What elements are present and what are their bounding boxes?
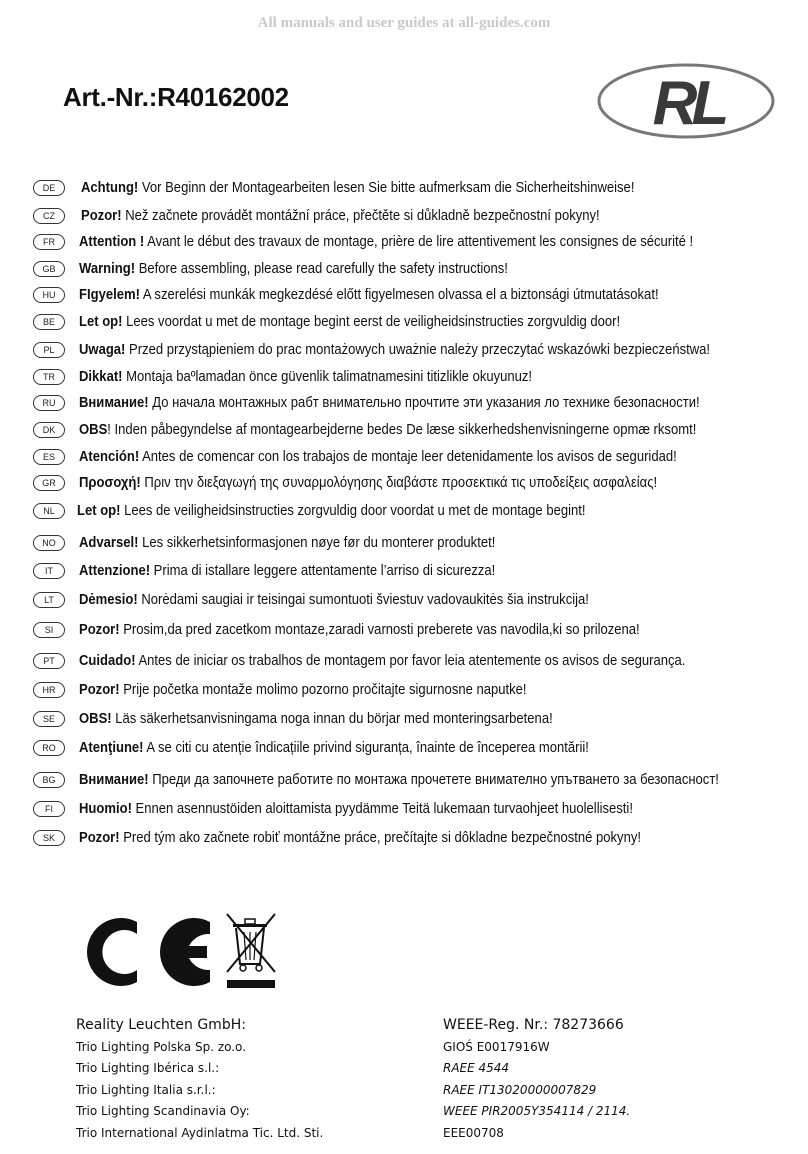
warning-title: Atención! xyxy=(79,449,140,465)
warning-text: Les sikkerhetsinformasjonen nøye før du monterer produktet! xyxy=(138,535,496,551)
warning-text: Läs säkerhetsanvisningama noga innan du börjar med monteringsarbetena! xyxy=(111,711,553,727)
warning-title: Pozor! xyxy=(81,208,122,224)
warning-title: Внимание! xyxy=(79,395,149,411)
warning-text: Montaja baºlamadan önce güvenlik talimatnamesini titizlikle okuyunuz! xyxy=(122,369,533,385)
warning-title: Внимание! xyxy=(79,772,149,788)
warning-text: A szerelési munkák megkezdésé előtt figyelmesen olvassa el a biztonsági útmutatásokat! xyxy=(139,287,659,303)
warning-row-de xyxy=(33,177,696,199)
warning-text: Prima di istallare leggere attentamente l’arriso di sicurezza! xyxy=(150,563,496,579)
warning-row-nl xyxy=(33,500,642,522)
warning-title: OBS xyxy=(79,422,108,438)
warning-title: Warning! xyxy=(79,261,136,277)
registration-number: WEEE-Reg. Nr.: 78273666 xyxy=(443,1017,624,1033)
warning-row-no xyxy=(33,532,542,554)
warning-title: OBS! xyxy=(79,711,112,727)
warning-row-ro xyxy=(33,737,646,759)
lang-badge: CZ xyxy=(33,208,65,224)
lang-badge: PT xyxy=(33,653,65,669)
company-name: Trio Lighting Polska Sp. zo.o. xyxy=(76,1039,247,1054)
watermark-header: All manuals and user guides at all-guides.com xyxy=(257,15,551,31)
lang-badge: TR xyxy=(33,369,65,385)
company-name: Trio Lighting Scandinavia Oy: xyxy=(76,1104,250,1118)
warning-title: Let op! xyxy=(77,503,121,519)
registration-number: EEE00708 xyxy=(443,1125,504,1140)
warning-text: A se citi cu atenție îndicațiile privind siguranța, înainte de începerea montării! xyxy=(143,740,589,756)
lang-badge: PL xyxy=(33,342,65,358)
lang-badge: ES xyxy=(33,449,65,465)
warning-row-es xyxy=(33,446,743,468)
lang-badge: NL xyxy=(33,503,65,519)
warning-text: Πριν την διεξαγωγή της συναρμολόγησης διαβάστε προσεκτικά τις υποδείξεις ασφαλείας! xyxy=(140,475,658,491)
warning-row-cz xyxy=(33,205,657,227)
company-name: Trio International Aydinlatma Tic. Ltd. Sti. xyxy=(76,1125,324,1140)
weee-bin-icon xyxy=(227,914,275,988)
warning-text: Avant le début des travaux de montage, prière de lire attentivement les consignes de sécurité ! xyxy=(144,234,694,250)
warning-text: Преди да започнете работите по монтажа прочетете внимателно упътването за безопасност! xyxy=(148,772,719,788)
warning-row-si xyxy=(33,619,702,641)
lang-badge: FR xyxy=(33,234,65,250)
lang-badge: DK xyxy=(33,422,65,438)
logo-text: RL xyxy=(652,69,724,138)
warning-row-pl xyxy=(33,339,780,361)
warning-text: Lees de veiligheidsinstructies zorgvuldig door voordat u met de montage begint! xyxy=(120,503,586,519)
warning-text: Pred tým ako začnete robiť montážne práce, prečítajte si dôkladne bezpečnostné pokyny! xyxy=(119,830,641,846)
warning-row-sk xyxy=(33,827,703,849)
warning-row-it xyxy=(33,560,542,582)
warning-text: До начала монтажных рабт внимательно прочтите эти указания ло технике безопасности! xyxy=(148,395,700,411)
warning-row-bg xyxy=(33,769,790,791)
warning-title: Pozor! xyxy=(79,830,120,846)
warning-row-tr xyxy=(33,366,582,388)
warning-title: Pozor! xyxy=(79,622,120,638)
warning-text: Lees voordat u met de montage begint eerst de veiligheidsinstructies zorgvuldig door! xyxy=(122,314,621,330)
warning-row-gb xyxy=(33,258,556,280)
registration-list xyxy=(443,1015,630,1144)
warning-text: Ennen asennustöiden aloittamista pyydämme Teitä lukemaan turvaohjeet huolellisesti! xyxy=(131,801,633,817)
lang-badge: HR xyxy=(33,682,65,698)
warning-title: Attenzione! xyxy=(79,563,151,579)
warning-text: ! Inden påbegyndelse af montagearbejderne bedes De læse sikkerhedshenvisningerne opmæ rksomt! xyxy=(107,422,697,438)
certification-symbols xyxy=(75,908,285,996)
lang-badge: FI xyxy=(33,801,65,817)
warning-row-hu xyxy=(33,284,723,306)
warning-text: Przed przystąpieniem do prac montażowych uważnie należy przeczytać wskazówki bezpieczeństwa! xyxy=(125,342,711,358)
registration-number: GIOŚ E0017916W xyxy=(443,1039,550,1054)
warning-title: Advarsel! xyxy=(79,535,139,551)
warning-text: Norėdami saugiai ir teisingai sumontuoti šviestuv vadovaukitės šia instrukcija! xyxy=(137,592,589,608)
lang-badge: GR xyxy=(33,475,65,491)
lang-badge: LT xyxy=(33,592,65,608)
rl-logo xyxy=(596,62,776,140)
warning-row-gr xyxy=(33,472,721,494)
warning-title: Let op! xyxy=(79,314,123,330)
warning-text: Vor Beginn der Montagearbeiten lesen Sie bitte aufmerksam die Sicherheitshinweise! xyxy=(138,180,635,196)
warning-text: Než začnete provádět montážní práce, přečtěte si důkladně bezpečnostní pokyny! xyxy=(121,208,600,224)
lang-badge: SI xyxy=(33,622,65,638)
article-number: Art.-Nr.:R40162002 xyxy=(63,82,289,112)
warning-title: Uwaga! xyxy=(79,342,126,358)
warning-row-se xyxy=(33,708,605,730)
lang-badge: GB xyxy=(33,261,65,277)
warning-title: Dikkat! xyxy=(79,369,123,385)
company-name: Reality Leuchten GmbH: xyxy=(76,1017,246,1033)
company-name: Trio Lighting Italia s.r.l.: xyxy=(76,1082,216,1097)
ce-mark-icon xyxy=(87,918,210,986)
warning-text: Prosim,da pred zacetkom montaze,zaradi varnosti preberete vas navodila,ki so prilozena! xyxy=(119,622,640,638)
registration-number: RAEE IT13020000007829 xyxy=(443,1082,597,1097)
warning-title: Atenţiune! xyxy=(79,740,144,756)
lang-badge: DE xyxy=(33,180,65,196)
warning-title: Προσοχή! xyxy=(79,475,141,491)
lang-badge: BG xyxy=(33,772,65,788)
warning-row-lt xyxy=(33,589,646,611)
company-list xyxy=(76,1015,323,1144)
lang-badge: BE xyxy=(33,314,65,330)
warning-row-ru xyxy=(33,392,769,414)
warning-text: Before assembling, please read carefully the safety instructions! xyxy=(135,261,508,277)
registration-number: WEEE PIR2005Y354114 / 2114. xyxy=(443,1104,631,1118)
warning-row-fr xyxy=(33,231,761,253)
warning-row-dk xyxy=(33,419,765,441)
warning-title: Dėmesio! xyxy=(79,592,138,608)
warning-text: Antes de comencar con los trabajos de montaje leer detenidamente los avisos de seguridad! xyxy=(139,449,677,465)
warning-text: Prije početka montaže molimo pozorno pročitajte sigurnosne naputke! xyxy=(119,682,527,698)
registration-number: RAEE 4544 xyxy=(443,1061,510,1075)
lang-badge: RU xyxy=(33,395,65,411)
lang-badge: NO xyxy=(33,535,65,551)
lang-badge: HU xyxy=(33,287,65,303)
warning-row-be xyxy=(33,311,680,333)
lang-badge: IT xyxy=(33,563,65,579)
warning-row-pt xyxy=(33,650,753,672)
warning-title: Pozor! xyxy=(79,682,120,698)
lang-badge: SK xyxy=(33,830,65,846)
warning-row-hr xyxy=(33,679,576,701)
warning-title: Cuidado! xyxy=(79,653,136,669)
lang-badge: RO xyxy=(33,740,65,756)
warning-title: Attention ! xyxy=(79,234,145,250)
warning-title: Achtung! xyxy=(81,180,139,196)
warning-text: Antes de iniciar os trabalhos de montagem por favor leia atentemente os avisos de segurança. xyxy=(135,653,686,669)
warning-title: Huomio! xyxy=(79,801,132,817)
company-name: Trio Lighting Ibérica s.l.: xyxy=(76,1061,220,1075)
warning-title: FIgyelem! xyxy=(79,287,140,303)
warning-row-fi xyxy=(33,798,695,820)
lang-badge: SE xyxy=(33,711,65,727)
